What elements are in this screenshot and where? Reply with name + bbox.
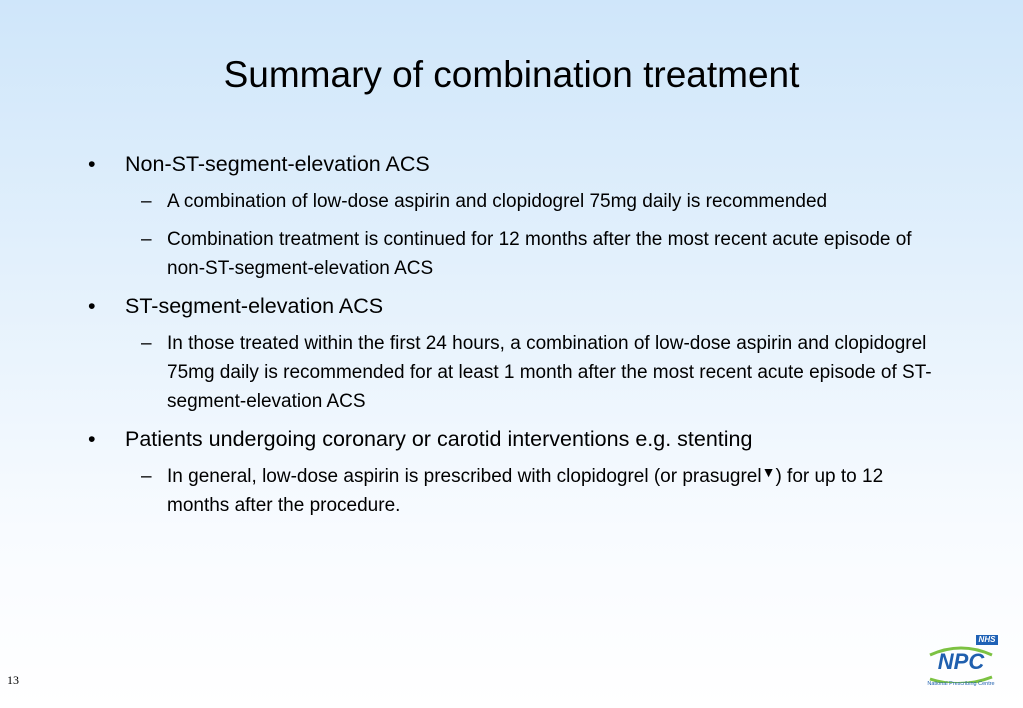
sub-bullet-text-after: ) for up to 12 months after the procedure. xyxy=(167,466,884,516)
dash-icon: – xyxy=(141,333,152,354)
dash-icon: – xyxy=(141,229,152,250)
slide-content xyxy=(88,150,938,529)
dash-icon: – xyxy=(141,191,152,212)
bullet-text: Non-ST-segment-elevation ACS xyxy=(125,152,430,176)
bullet-icon: • xyxy=(88,152,96,176)
bullet-icon: • xyxy=(88,294,96,318)
sub-bullet-item xyxy=(88,225,938,283)
sub-bullet-item xyxy=(88,462,938,520)
sub-bullet-item xyxy=(88,187,938,216)
sub-bullet-text-before: In general, low-dose aspirin is prescribed with clopidogrel (or prasugrel xyxy=(167,466,762,487)
npc-logo-subtitle: National Prescribing Centre xyxy=(927,681,995,687)
bullet-item xyxy=(88,150,938,178)
sub-bullet-text: Combination treatment is continued for 12 months after the most recent acute episode of non-ST-segment-elevation ACS xyxy=(167,229,912,279)
npc-logo-text: NPC xyxy=(937,649,985,674)
sub-bullet-text: A combination of low-dose aspirin and clopidogrel 75mg daily is recommended xyxy=(167,191,828,212)
sub-bullet-item xyxy=(88,329,938,416)
black-triangle-icon: ▼ xyxy=(761,464,776,480)
nhs-badge: NHS xyxy=(976,635,998,645)
bullet-item xyxy=(88,292,938,320)
npc-logo xyxy=(920,635,1002,693)
bullet-icon: • xyxy=(88,427,96,451)
dash-icon: – xyxy=(141,466,152,487)
slide-title: Summary of combination treatment xyxy=(223,54,800,95)
bullet-text: ST-segment-elevation ACS xyxy=(125,294,384,318)
slide-number: 13 xyxy=(7,673,19,687)
bullet-item xyxy=(88,425,938,453)
bullet-text: Patients undergoing coronary or carotid interventions e.g. stenting xyxy=(125,427,753,451)
sub-bullet-text: In those treated within the first 24 hours, a combination of low-dose aspirin and clopidogrel 75mg daily is recommended for at least 1 month after the most recent acute episode of ST-segment-elevation ACS xyxy=(167,333,932,412)
